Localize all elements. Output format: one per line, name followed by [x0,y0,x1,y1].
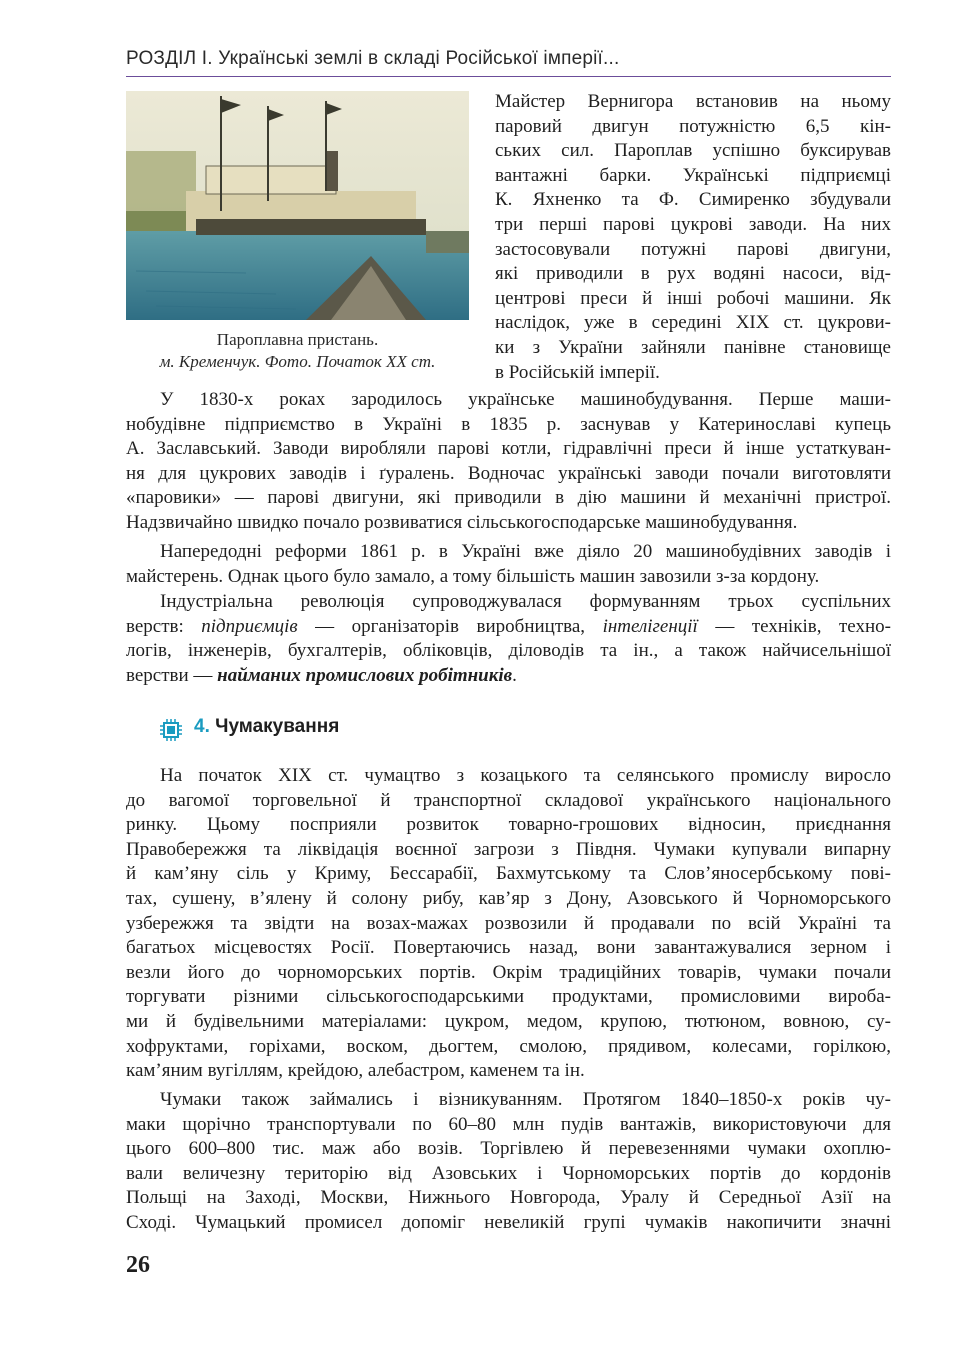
text-line: вали величезну територію від Азовських і Чорноморських портів до кордонів [126,1162,891,1184]
term-entrepreneurs: підприємців [201,615,298,637]
text-line: вантажні барки. Українські підприємці [495,164,891,186]
text-line: К. Яхненко та Ф. Симиренко збудували [495,189,891,211]
text-fragment: — організаторів виробництва, [297,615,603,637]
text-line [126,615,891,640]
text-line: узбережжя та звідти на возах-мажах розвозили й продавали по всій Україні та [126,912,891,934]
text-line: Майстер Вернигора встановив на ньому [495,91,891,112]
text-line [126,664,891,689]
text-line: маки щорічно транспортували по 60–80 млн пудів вантажів, використовуючи для [126,1113,891,1135]
text-line: цього 600–800 тис. маж або возів. Торгівлею й перевезеннями чумаки охоплю- [126,1138,891,1160]
text-line: центрові преси й інші робочі машини. Як [495,287,891,309]
page-number: 26 [126,1252,150,1278]
chip-icon [160,719,182,741]
term-workers: найманих промислових робітників [217,664,513,686]
text-line: багатьох місцевостях Росії. Повертаючись назад, вони завантажувалися зерном і [126,937,891,959]
text-line: ки з України зайняли панівне становище [495,336,891,358]
text-line: три перші парові цукрові заводи. На них [495,213,891,235]
text-line: торгувати різними сільськогосподарськими продуктами, промисловими вироба- [126,986,891,1008]
text-line: тах, сушену, в’ялену й солону рибу, кав’яр з Дону, Азовського й Чорноморського [126,887,891,909]
running-header [126,44,891,77]
chumaky-paragraph [126,764,891,1084]
steamboat-pier-image [126,91,469,320]
header-title: РОЗДІЛ І. Українські землі в складі Російської імперії... [126,48,620,69]
transport-paragraph [126,1088,891,1236]
text-line: Правобережжя та ліквідація воєнної загрози з Півдня. Чумаки купували випарну [126,838,891,860]
text-line: майстерень. Однак цього було замало, а тому більшість машин завозили з-за кордону. [126,565,820,587]
text-fragment: верстви — [126,664,218,686]
caption-line-1: Пароплавна пристань. [216,330,379,349]
term-intelligentsia: інтелігенції [602,615,698,637]
text-line: логів, інженерів, бухгалтерів, обліковців, діловодів та ін., а також найчисельнішої [126,640,891,662]
section-heading [160,716,339,746]
section-number: 4. [194,716,210,737]
text-line: На початок ХІХ ст. чумацтво з козацького та селянського промислу виросло [160,765,891,786]
text-line: «паровики» — парові двигуни, які приводили в дію машини й механічні пристрої. [126,487,891,509]
text-fragment: — техніків, техно- [697,615,891,637]
text-line: Напередодні реформи 1861 р. в Україні вже діяло 20 машинобудівних заводів і [160,541,891,562]
steamboat-pier-photo [126,91,469,320]
intro-paragraph [495,90,891,385]
text-line: везли його до чорноморських портів. Окрім традиційних товарів, чумаки почали [126,961,891,983]
text-line: до вагомої торговельної й транспортної складової українського національного [126,789,891,811]
text-line: в Російській імперії. [495,361,660,383]
text-line: ми й будівельними матеріалами: цукром, медом, крупою, тютюном, вовною, су- [126,1010,891,1032]
text-fragment: . [512,664,517,686]
machine-building-paragraph [126,388,891,536]
reform-paragraph [126,540,891,589]
text-line: Надзвичайно швидко почало розвиватися сільськогосподарське машинобудування. [126,511,798,533]
photo-caption [126,329,469,373]
text-line: ських сил. Пароплав успішно буксирував [495,140,891,162]
text-line: А. Заславський. Заводи виробляли парові котли, гідравлічні преси й інше устаткуван- [126,438,891,460]
text-fragment: верств: [126,615,202,637]
text-line: ня для цукрових заводів і ґуралень. Водночас українські заводи почали виготовляти [126,462,891,484]
text-line: й кам’яну сіль у Криму, Бессарабії, Бахмутському та Слов’яносербському пові- [126,863,891,885]
text-line: наслідок, уже в середині ХІХ ст. цукрови- [495,312,891,334]
text-line: Сході. Чумацький промисел допоміг невеликій групі чумаків накопичити значні [126,1211,891,1233]
text-line: застосовували потужні парові двигуни, [495,238,891,260]
caption-line-2: м. Кременчук. Фото. Початок ХХ ст. [159,352,436,371]
text-line: Індустріальна революція супроводжувалася формуванням трьох суспільних [160,591,891,612]
text-line: які приводили в рух водяні насоси, від- [495,263,891,285]
text-line: нобудівне підприємство в Україні в 1835 р. заснував у Катеринославі купець [126,413,891,435]
text-line: Чумаки також займались і візникуванням. Протягом 1840–1850-х років чу- [160,1089,891,1110]
text-line: У 1830-х роках зародилось українське машинобудування. Перше маши- [160,389,891,410]
text-line: паровий двигун потужністю 6,5 кін- [495,115,891,137]
industrial-revolution-paragraph [126,590,891,688]
text-line: кам’яним вугіллям, крейдою, алебастром, каменем та ін. [126,1060,585,1082]
text-line: хофруктами, горіхами, воском, дьогтем, смолою, прядивом, колесами, горілкою, [126,1035,891,1057]
text-line: Польщі на Заході, Москви, Нижнього Новгорода, Уралу й Середньої Азії на [126,1187,891,1209]
text-line: ринку. Цьому посприяли розвиток товарно-грошових відносин, приєднання [126,814,891,836]
section-title: Чумакування [209,716,340,737]
